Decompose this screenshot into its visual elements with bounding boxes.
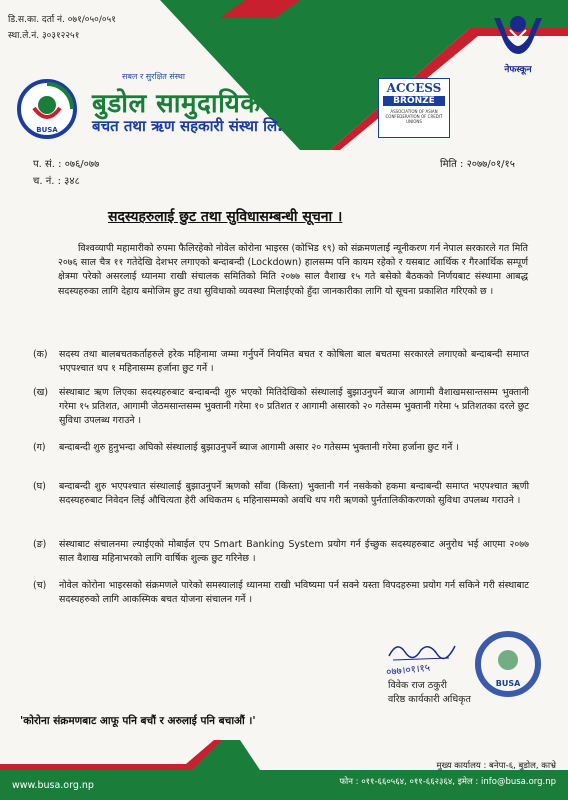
item-text: सदस्य तथा बालबचतकर्ताहरुले हरेक महिनामा जम्मा गर्नुपर्ने नियमित बचत र कोषिला बाल बचतमा सरकारले लगाएको बन्दाबन्दी समाप्त भएपश्चात थप १ महिनासम्म हर्जाना छुट गर्ने । <box>59 349 529 375</box>
item-label: (ङ) <box>33 539 47 550</box>
nefscun-label: नेफस्कून <box>504 65 532 75</box>
nefscun-logo <box>478 6 558 86</box>
reference-number: प. सं. : ०७६/०७७ <box>33 159 100 170</box>
registration-number: डि.स.का. दर्ता नं. ०७१/०५०/०५१ <box>8 15 116 25</box>
access-level: BRONZE <box>383 96 445 106</box>
item-text: बन्दाबन्दी शुरु भएपश्चात संस्थालाई बुझाउनुपर्ने ऋणको साँवा (किस्ता) भुक्तानी गर्न नसकेको हकमा बन्दाबन्दी समाप्त भएपश्चात ऋणी सदस्यहरुबाट निवेदन लिई औचित्यता हेरी अधिकतम ६ महिनासम्मको अवधि थप गरी ऋणको पुर्नतालिकीकरणको सुविधा उपलब्ध गराउने । <box>59 481 529 507</box>
access-title: ACCESS <box>386 81 442 95</box>
contact-info: फोन : ०११-६६०५६४, ०११-६६२३६४, इमेल : info@busa.org.np <box>339 777 556 787</box>
item-label: (ख) <box>33 387 48 398</box>
slogan: 'कोरोना संक्रमणबाट आफू पनि बचौं र अरुलाई पनि बचाऔं ।' <box>20 715 256 727</box>
item-text: बन्दाबन्दी शुरु हुनुभन्दा अघिको संस्थालाई बुझाउनुपर्ने ब्याज आगामी असार २० गतेसम्म भुक्तानी गरेमा हर्जाना छुट गर्ने । <box>59 442 459 453</box>
intro-paragraph: विश्वव्यापी महामारीको रुपमा फैलिरहेको नोवेल कोरोना भाइरस (कोभिड १९) को संक्रमणलाई न्यूनीकरण गर्न नेपाल सरकारले गत मिति २०७६ साल चैत्र ११ गतेदेखि देशभर लगाएको बन्दाबन्दी (Lockdown) हालसम्म पनि कायम रहेको र यसबाट आर्थिक र गैरआर्थिक सम्पूर्ण क्षेत्रमा परेको असरलाई ध्यानमा राखी संचालक समितिको मिति २०७७ साल वैशाख १५ गते बसेको बैठकको निर्णयबाट संस्थामा आबद्ध सदस्यहरुका लागि देहाय बमोजिम छुट तथा सुविधाको व्यवस्था मिलाईएको हुँदा जानकारीका लागि यो सूचना प्रकाशित गरिएको छ । <box>58 243 528 297</box>
item-label: (च) <box>33 580 47 591</box>
item-text: संस्थाबाट ऋण लिएका सदस्यहरुबाट बन्दाबन्दी शुरु भएको मितिदेखिको संस्थालाई बुझाउनुपर्ने ब्याज आगामी वैशाखमसान्तसम्म भुक्तानी गरेमा १५ प्रतिशत, आगामी जेठमसान्तसम्म भुक्तानी गरेमा १० प्रतिशत र आगामी असारको २० गतेसम्म भुक्तानी गरेमा ५ प्रतिशतका दरले छुट सुविधा उपलब्ध गराउने । <box>59 387 529 427</box>
list-item <box>33 441 531 455</box>
item-text: नोवेल कोरोना भाइरसको संक्रमणले पारेको समस्यालाई ध्यानमा राखी भविष्यमा पर्न सक्ने यस्ता विपदहरुमा प्रयोग गर्न सकिने गरी संस्थाबाट सदस्यहरुको लागि आकस्मिक बचत योजना संचालन गर्ने । <box>59 580 529 606</box>
hands-heart-icon <box>488 8 548 62</box>
access-bronze-badge <box>378 78 450 138</box>
busa-logo <box>16 78 78 140</box>
list-item <box>33 386 531 429</box>
list-item <box>33 579 531 607</box>
item-label: (घ) <box>33 481 46 492</box>
letter-date: मिति : २०७७/०१/१५ <box>440 159 515 170</box>
item-label: (ग) <box>33 442 46 453</box>
logo-text: BUSA <box>36 126 58 134</box>
official-stamp <box>472 628 544 700</box>
list-item <box>33 348 531 376</box>
notice-subject: सदस्यहरुलाई छुट तथा सुविधासम्बन्धी सूचना । <box>108 209 343 225</box>
item-text: संस्थाबाट संचालनमा ल्याईएको मोबाईल एप Smart Banking System प्रयोग गर्न ईच्छुक सदस्यहरुबाट अनुरोध भई आएमा २०७७ साल वैशाख महिनाभरको लागि वार्षिक शुल्क छुट गरिनेछ । <box>59 539 529 565</box>
signer-title: वरिष्ठ कार्यकारी अधिकृत <box>388 694 471 705</box>
signer-name: विवेक राज ठकुरी <box>388 680 447 691</box>
office-address: मुख्य कार्यालय : बनेपा-६, बुडोल, काभ्रे <box>436 761 556 771</box>
access-small-print: ASSOCIATION OF ASIAN CONFEDERATION OF CREDIT UNIONS <box>385 109 443 124</box>
item-label: (क) <box>33 349 48 360</box>
signature-date: ०७७।०१।१५ <box>385 662 431 679</box>
list-item <box>33 480 531 508</box>
tagline: सबल र सुरक्षित संस्था <box>122 72 185 81</box>
list-item <box>33 538 531 566</box>
organization-name: बुडोल सामुदायिक <box>92 89 261 119</box>
stamp-text: BUSA <box>495 679 521 688</box>
local-registration-number: स्था.ले.नं. ३०३१२२५१ <box>8 31 80 41</box>
website-link[interactable]: www.busa.org.np <box>12 780 94 791</box>
dispatch-number: च. नं. : ३४८ <box>33 176 80 187</box>
organization-subtitle: बचत तथा ऋण सहकारी संस्था लि. <box>92 117 283 135</box>
